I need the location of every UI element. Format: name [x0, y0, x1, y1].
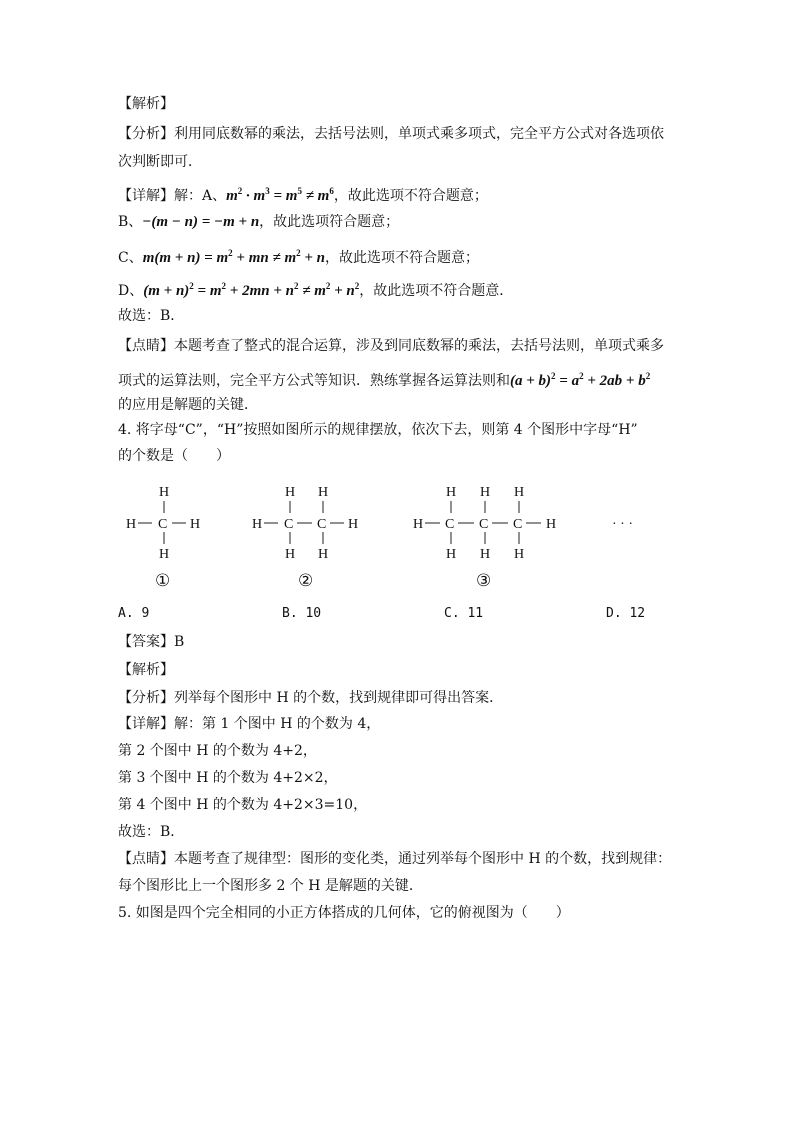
figure-label-2: ② [298, 571, 314, 590]
option-b: B. 10 [282, 606, 322, 621]
formula-b: −(m − n) = −m + n [142, 214, 260, 230]
analysis-text-2: 【分析】列举每个图形中 H 的个数，找到规律即可得出答案． [118, 690, 504, 706]
molecule-figure [0, 478, 794, 598]
comment-text-2a: 【点睛】本题考查了规律型：图形的变化类，通过列举每个图形中 H 的个数，找到规律： [118, 851, 672, 867]
detail-line-a [118, 181, 488, 206]
choice-line-1: 故选：B． [118, 308, 185, 324]
h-atom: H [446, 547, 457, 562]
h-atom: H [159, 547, 170, 562]
comment-text-1a: 【点睛】本题考查了整式的混合运算，涉及到同底数幂的乘法，去括号法则，单项式乘多 [118, 338, 664, 354]
h-atom: H [446, 485, 457, 500]
h-atom: H [514, 547, 525, 562]
detail-line-c [118, 243, 479, 268]
analysis-heading-1: 【解析】 [118, 96, 174, 112]
comment-1b-text: 项式的运算法则，完全平方公式等知识．熟练掌握各运算法则和 [118, 373, 510, 389]
figure-1 [126, 485, 200, 562]
h-atom: H [413, 517, 424, 532]
formula-a: $m^2 \cdot m^3 = m^5 \ne m^6$ [226, 186, 334, 204]
question-4-stem-cont: 的个数是（ ） [118, 448, 230, 464]
comment-text-1b [118, 366, 650, 391]
step-4-line: 第 4 个图中 H 的个数为 4+2×3=10， [118, 797, 368, 813]
h-atom: H [348, 517, 359, 532]
figure-2 [252, 485, 358, 562]
option-d: D. 12 [606, 606, 646, 621]
h-atom: H [514, 485, 525, 500]
figure-label-1: ① [155, 571, 171, 590]
figure-3 [413, 485, 556, 562]
choice-line-2: 故选：B． [118, 824, 185, 840]
question-5-stem: 5. 如图是四个完全相同的小正方体搭成的几何体，它的俯视图为（ ） [118, 905, 570, 921]
h-atom: H [546, 517, 557, 532]
h-atom: H [318, 547, 329, 562]
detail-line-d [118, 276, 513, 301]
detail-text-2: 【详解】解：第 1 个图中 H 的个数为 4， [118, 716, 381, 732]
c-atom: C [513, 517, 523, 532]
analysis-text-1: 【分析】利用同底数幂的乘法，去括号法则，单项式乘多项式，完全平方公式对各选项依 [118, 126, 664, 142]
detail-a-prefix: 【详解】解：A、 [118, 188, 227, 204]
formula-d: $(m + n)^2 = m^2 + 2mn + n^2 \ne m^2 + n^2$ [143, 281, 360, 299]
c-atom: C [445, 517, 455, 532]
formula-c: $m(m + n) = m^2$ + mn ≠ $m^2 + n$ [142, 248, 326, 266]
h-atom: H [285, 547, 296, 562]
detail-c-suffix: ，故此选项不符合题意； [325, 250, 480, 266]
comment-text-2b: 每个图形比上一个图形多 2 个 H 是解题的关键． [118, 878, 423, 894]
analysis-text-1-cont: 次判断即可． [118, 154, 202, 170]
formula-square: $(a + b)^2 = a^2 + 2ab + b^2$ [510, 371, 651, 389]
detail-c-prefix: C、 [118, 250, 143, 266]
comment-text-1c: 的应用是解题的关键． [118, 397, 258, 413]
h-atom: H [480, 485, 491, 500]
option-a: A. 9 [118, 606, 150, 621]
detail-line-b [118, 212, 399, 232]
question-4-stem: 4. 将字母“C”，“H”按照如图所示的规律摆放，依次下去，则第 4 个图形中字母“H” [118, 422, 638, 438]
c-atom: C [479, 517, 489, 532]
h-atom: H [190, 517, 201, 532]
h-atom: H [480, 547, 491, 562]
h-atom: H [318, 485, 329, 500]
option-c: C. 11 [444, 606, 484, 621]
c-atom: C [158, 517, 168, 532]
ellipsis: · · · [612, 517, 633, 532]
h-atom: H [159, 485, 170, 500]
h-atom: H [252, 517, 263, 532]
c-atom: C [317, 517, 327, 532]
h-atom: H [285, 485, 296, 500]
detail-d-suffix: ，故此选项不符合题意． [359, 283, 514, 299]
answer-line: 【答案】B [118, 634, 185, 650]
step-2-line: 第 2 个图中 H 的个数为 4+2， [118, 743, 317, 759]
detail-b-prefix: B、 [118, 214, 143, 230]
analysis-heading-2: 【解析】 [118, 662, 174, 678]
h-atom: H [126, 517, 137, 532]
c-atom: C [284, 517, 294, 532]
detail-d-prefix: D、 [118, 283, 144, 299]
figure-label-3: ③ [476, 571, 492, 590]
step-3-line: 第 3 个图中 H 的个数为 4+2×2， [118, 770, 338, 786]
detail-a-suffix: ，故此选项不符合题意； [333, 188, 488, 204]
detail-b-suffix: ，故此选项符合题意； [259, 214, 400, 230]
